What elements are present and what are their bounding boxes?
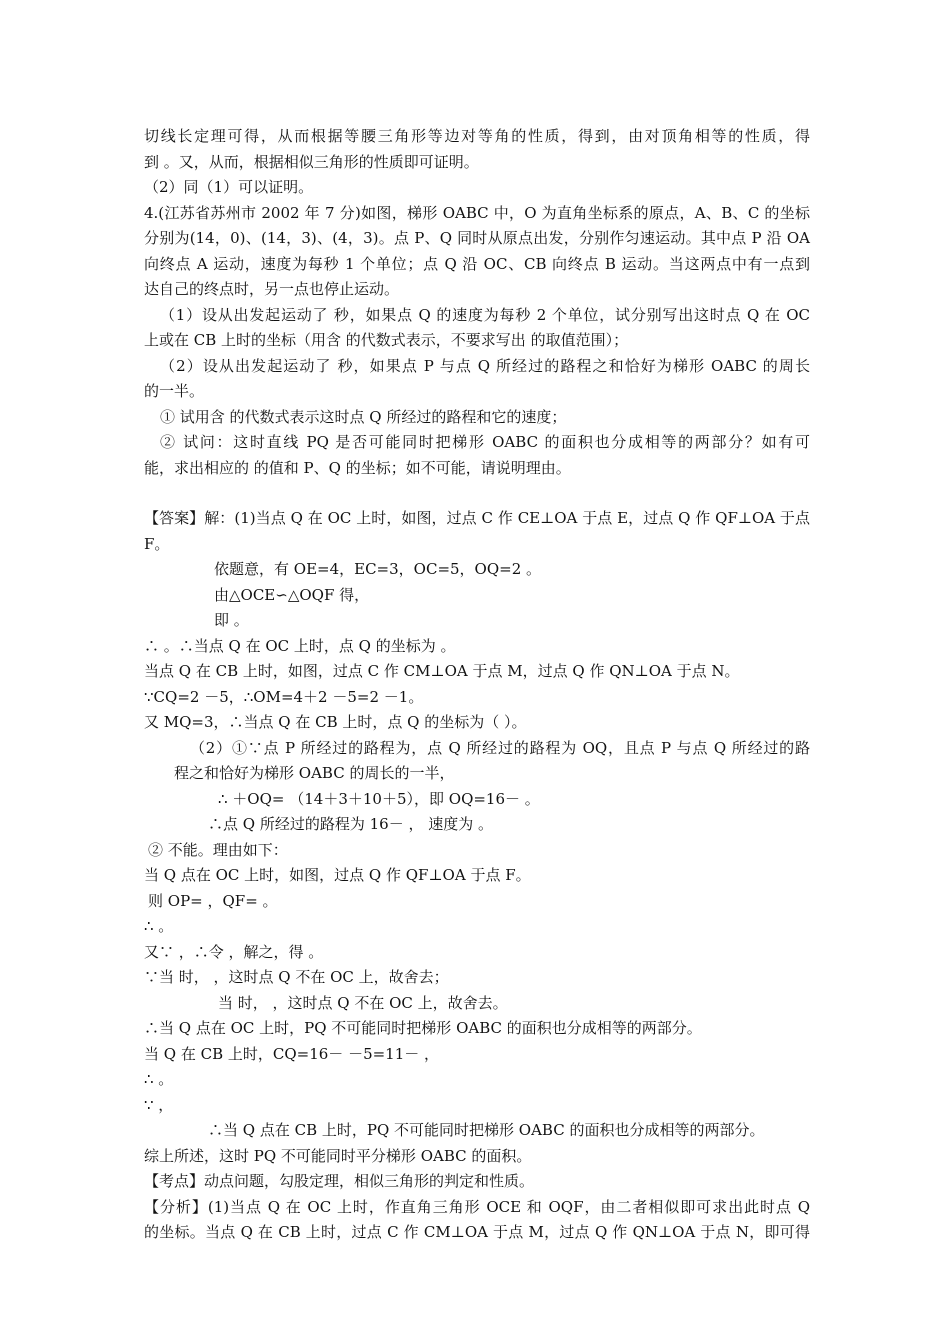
sub-question-2-2: ② 试问：这时直线 PQ 是否可能同时把梯形 OABC 的面积也分成相等的两部分？如有可 xyxy=(160,433,810,451)
text-line: ∴ ＋OQ= （14＋3＋10＋5），即 OQ=16－ 。 xyxy=(218,789,540,808)
text-line: 依题意，有 OE=4，EC=3，OC=5，OQ=2 。 xyxy=(214,560,542,578)
text-line: 当 时， ，这时点 Q 不在 OC 上，故舍去。 xyxy=(218,993,508,1012)
text-line: （2）同（1）可以证明。 xyxy=(144,178,314,196)
sub-question-2-1: ① 试用含 的代数式表示这时点 Q 所经过的路程和它的速度； xyxy=(160,407,567,426)
paragraph-gap xyxy=(144,481,810,506)
text-line: 则 OP= ，QF= 。 xyxy=(148,891,278,910)
text-line: 到 。又，从而，根据相似三角形的性质即可证明。 xyxy=(144,152,479,171)
text-line: F。 xyxy=(144,534,170,553)
sub-question-1: （1）设从出发起运动了 秒，如果点 Q 的速度为每秒 2 个单位，试分别写出这时点 Q 在 OC xyxy=(160,305,810,324)
text-line: 达自己的终点时，另一点也停止运动。 xyxy=(144,280,400,298)
text-line: ∴ 。 xyxy=(144,1070,174,1088)
text-line: 又∵ ，∴令 ，解之，得 。 xyxy=(144,942,324,961)
text-line: 能，求出相应的 的值和 P、Q 的坐标；如不可能，请说明理由。 xyxy=(144,458,571,477)
text-line: ∴ 。 xyxy=(144,917,174,935)
text-line: ∴点 Q 所经过的路程为 16－ ， 速度为 。 xyxy=(208,815,493,833)
analysis-heading: 【分析】(1)当点 Q 在 OC 上时，作直角三角形 OCE 和 OQF，由二者相似即可求出此时点 Q xyxy=(144,1197,810,1216)
text-line: ∴ 。∴当点 Q 在 OC 上时，点 Q 的坐标为 。 xyxy=(144,636,456,655)
text-line: 程之和恰好为梯形 OABC 的周长的一半， xyxy=(174,764,455,782)
answer-heading: 【答案】解：(1)当点 Q 在 OC 上时，如图，过点 C 作 CE⊥OA 于点 E，过点 Q 作 QF⊥OA 于点 xyxy=(144,509,810,527)
text-line: ∵CQ=2 －5，∴OM=4＋2 －5=2 －1。 xyxy=(144,687,424,706)
text-line: 的坐标。当点 Q 在 CB 上时，过点 C 作 CM⊥OA 于点 M，过点 Q 作 QN⊥OA 于点 N，即可得 xyxy=(144,1223,810,1241)
text-line: ∴当 Q 点在 OC 上时，PQ 不可能同时把梯形 OABC 的面积也分成相等的两部分。 xyxy=(144,1019,702,1037)
text-line: 综上所述，这时 PQ 不可能同时平分梯形 OABC 的面积。 xyxy=(144,1146,532,1165)
sub-question-2: （2）设从出发起运动了 秒，如果点 P 与点 Q 所经过的路程之和恰好为梯形 OABC 的周长 xyxy=(160,356,810,375)
text-line: ∴当 Q 点在 CB 上时，PQ 不可能同时把梯形 OABC 的面积也分成相等的两部分。 xyxy=(208,1121,765,1139)
text-line: 当点 Q 在 CB 上时，如图，过点 C 作 CM⊥OA 于点 M，过点 Q 作 QN⊥OA 于点 N。 xyxy=(144,662,740,680)
text-line: 又 MQ=3，∴当点 Q 在 CB 上时，点 Q 的坐标为（ ）。 xyxy=(144,713,527,731)
text-line: 的一半。 xyxy=(144,382,205,400)
text-line: 当 Q 在 CB 上时，CQ=16－ －5=11－ ， xyxy=(144,1044,440,1063)
document-body xyxy=(144,124,810,1246)
text-line: 当 Q 点在 OC 上时，如图，过点 Q 作 QF⊥OA 于点 F。 xyxy=(144,866,531,884)
text-line: ∵当 时， ，这时点 Q 不在 OC 上，故舍去； xyxy=(144,968,449,986)
text-line: 上或在 CB 上时的坐标（用含 的代数式表示，不要求写出 的取值范围）； xyxy=(144,331,629,349)
question-heading: 4.(江苏省苏州市 2002 年 7 分)如图，梯形 OABC 中，O 为直角坐标系的原点，A、B、C 的坐标 xyxy=(144,203,810,222)
text-line: 分别为(14，0)、(14，3)、(4，3)。点 P、Q 同时从原点出发，分别作匀速运动。其中点 P 沿 OA xyxy=(144,229,810,247)
text-line: 切线长定理可得，从而根据等腰三角形等边对等角的性质，得到，由对顶角相等的性质，得 xyxy=(144,127,810,145)
text-line: 向终点 A 运动，速度为每秒 1 个单位；点 Q 沿 OC、CB 向终点 B 运动。当这两点中有一点到 xyxy=(144,254,810,273)
key-point-line: 【考点】动点问题，勾股定理，相似三角形的判定和性质。 xyxy=(144,1172,535,1190)
text-line: ② 不能。理由如下： xyxy=(148,840,288,859)
text-line: 由△OCE∽△OQF 得， xyxy=(214,585,370,604)
text-line: 即 。 xyxy=(214,611,249,629)
text-line: （2）①∵点 P 所经过的路程为，点 Q 所经过的路程为 OQ，且点 P 与点 Q 所经过的路 xyxy=(190,738,810,757)
text-line: ∵ ， xyxy=(144,1095,174,1114)
